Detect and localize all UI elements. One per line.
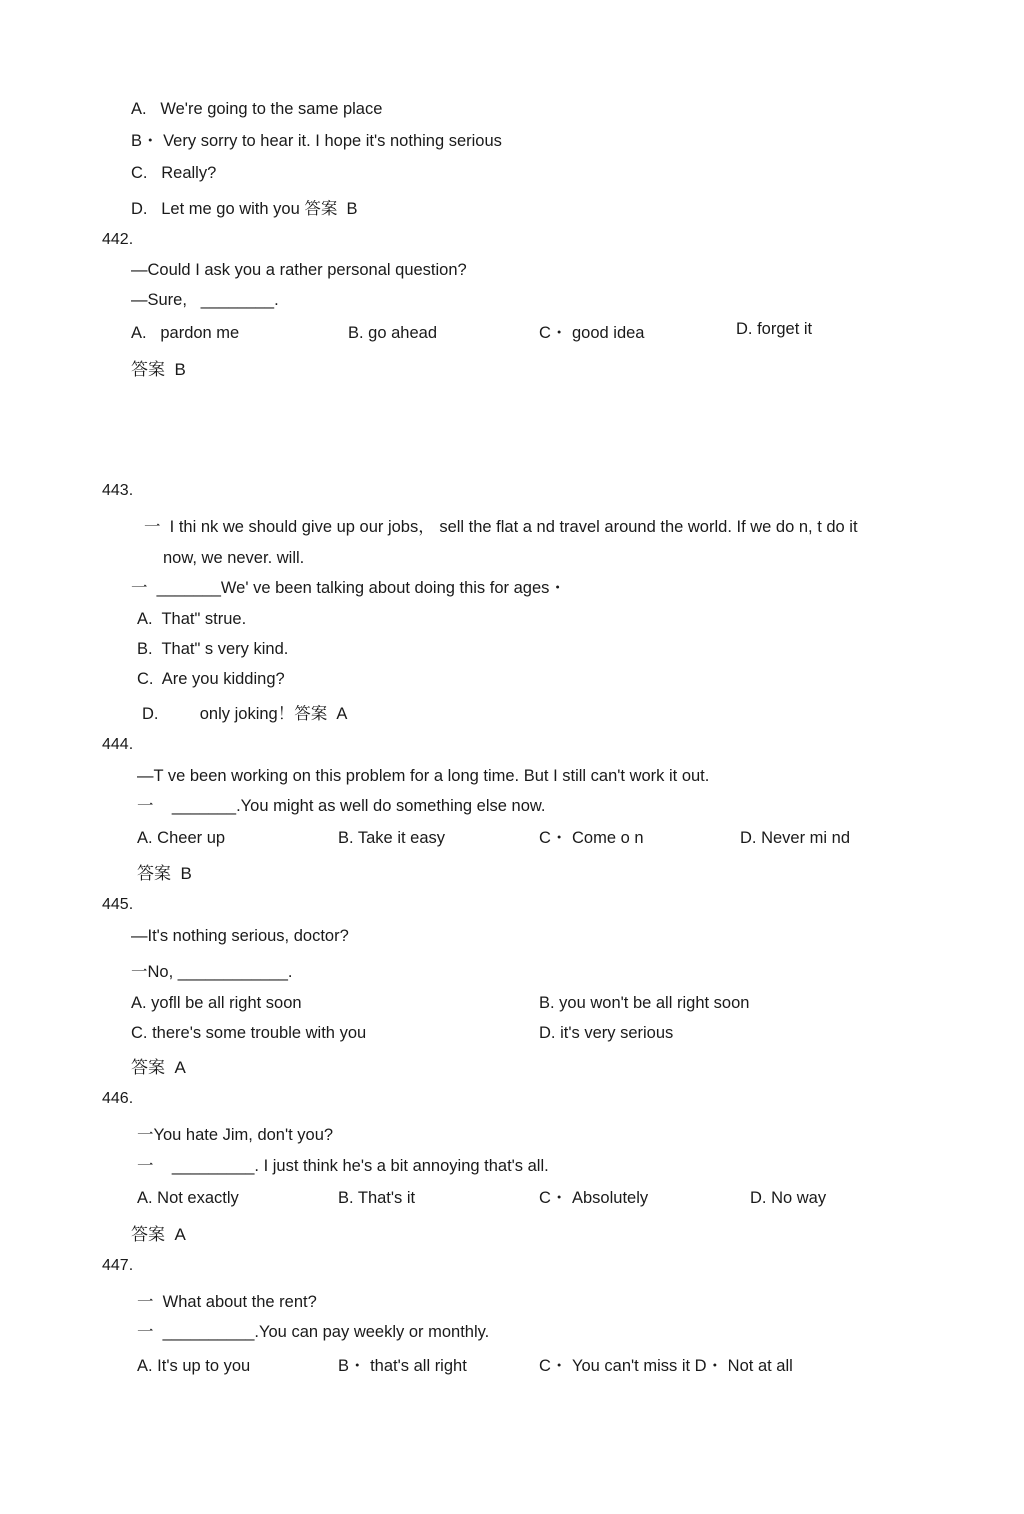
q443-dialogue-line2: 一 _______We' ve been talking about doing this for ages・ — [131, 579, 566, 597]
q441-option-d-with-answer: D. Let me go with you 答案 B — [131, 200, 358, 218]
q445-answer: 答案 A — [131, 1058, 186, 1077]
q446-dialogue-line1: 一You hate Jim, don't you? — [137, 1126, 334, 1144]
q444-number: 444. — [102, 736, 134, 753]
q443-dialogue-line1: 一 I thi nk we should give up our jobs， sell the flat a nd travel around the world. If we do n, t do it — [144, 518, 858, 536]
q441-option-b: B・ Very sorry to hear it. I hope it's nothing serious — [131, 132, 502, 150]
q447-option-c-and-d: C・ You can't miss it D・ Not at all — [539, 1357, 793, 1375]
q442-option-c: C・ good idea — [539, 324, 645, 342]
q447-option-a: A. It's up to you — [137, 1357, 251, 1375]
q444-dialogue-line2: 一 _______.You might as well do something else now. — [137, 797, 546, 815]
q443-option-a: A. That" strue. — [137, 610, 247, 628]
q442-option-a: A. pardon me — [131, 324, 240, 342]
q441-option-c: C. Really? — [131, 164, 217, 182]
q444-option-d: D. Never mi nd — [740, 829, 851, 847]
q444-option-a: A. Cheer up — [137, 829, 226, 847]
q442-option-b: B. go ahead — [348, 324, 437, 342]
q445-option-d: D. it's very serious — [539, 1024, 674, 1042]
q443-option-c: C. Are you kidding? — [137, 670, 285, 688]
q446-option-c: C・ Absolutely — [539, 1189, 649, 1207]
q445-dialogue-line2: 一No, ____________. — [131, 963, 293, 981]
q444-answer: 答案 B — [137, 864, 192, 883]
q446-option-d: D. No way — [750, 1189, 827, 1207]
q447-option-b: B・ that's all right — [338, 1357, 467, 1375]
q443-dialogue-line1-continued: now, we never. will. — [163, 549, 305, 567]
q442-dialogue-line2: —Sure, ________. — [131, 291, 279, 309]
q442-option-d: D. forget it — [736, 320, 813, 338]
q443-option-b: B. That" s very kind. — [137, 640, 289, 658]
q441-option-a: A. We're going to the same place — [131, 100, 383, 118]
q447-number: 447. — [102, 1257, 134, 1274]
q443-number: 443. — [102, 482, 134, 499]
q446-dialogue-line2: 一 _________. I just think he's a bit annoying that's all. — [137, 1157, 549, 1175]
q446-option-b: B. That's it — [338, 1189, 416, 1207]
q447-dialogue-line2: 一 __________.You can pay weekly or monthly. — [137, 1323, 490, 1341]
q446-number: 446. — [102, 1090, 134, 1107]
q445-option-c: C. there's some trouble with you — [131, 1024, 367, 1042]
q445-dialogue-line1: —It's nothing serious, doctor? — [131, 927, 349, 945]
q442-number: 442. — [102, 231, 134, 248]
q444-option-c: C・ Come o n — [539, 829, 644, 847]
q442-dialogue-line1: —Could I ask you a rather personal question? — [131, 261, 467, 279]
q444-option-b: B. Take it easy — [338, 829, 446, 847]
q445-option-b: B. you won't be all right soon — [539, 994, 750, 1012]
q446-option-a: A. Not exactly — [137, 1189, 239, 1207]
q445-number: 445. — [102, 896, 134, 913]
q445-option-a: A. yofll be all right soon — [131, 994, 302, 1012]
q442-answer: 答案 B — [131, 360, 186, 379]
q446-answer: 答案 A — [131, 1225, 186, 1244]
q447-dialogue-line1: 一 What about the rent? — [137, 1293, 317, 1311]
q443-option-d-with-answer: D. only joking！答案 A — [142, 705, 348, 723]
q444-dialogue-line1: —T ve been working on this problem for a long time. But I still can't work it out. — [137, 767, 710, 785]
